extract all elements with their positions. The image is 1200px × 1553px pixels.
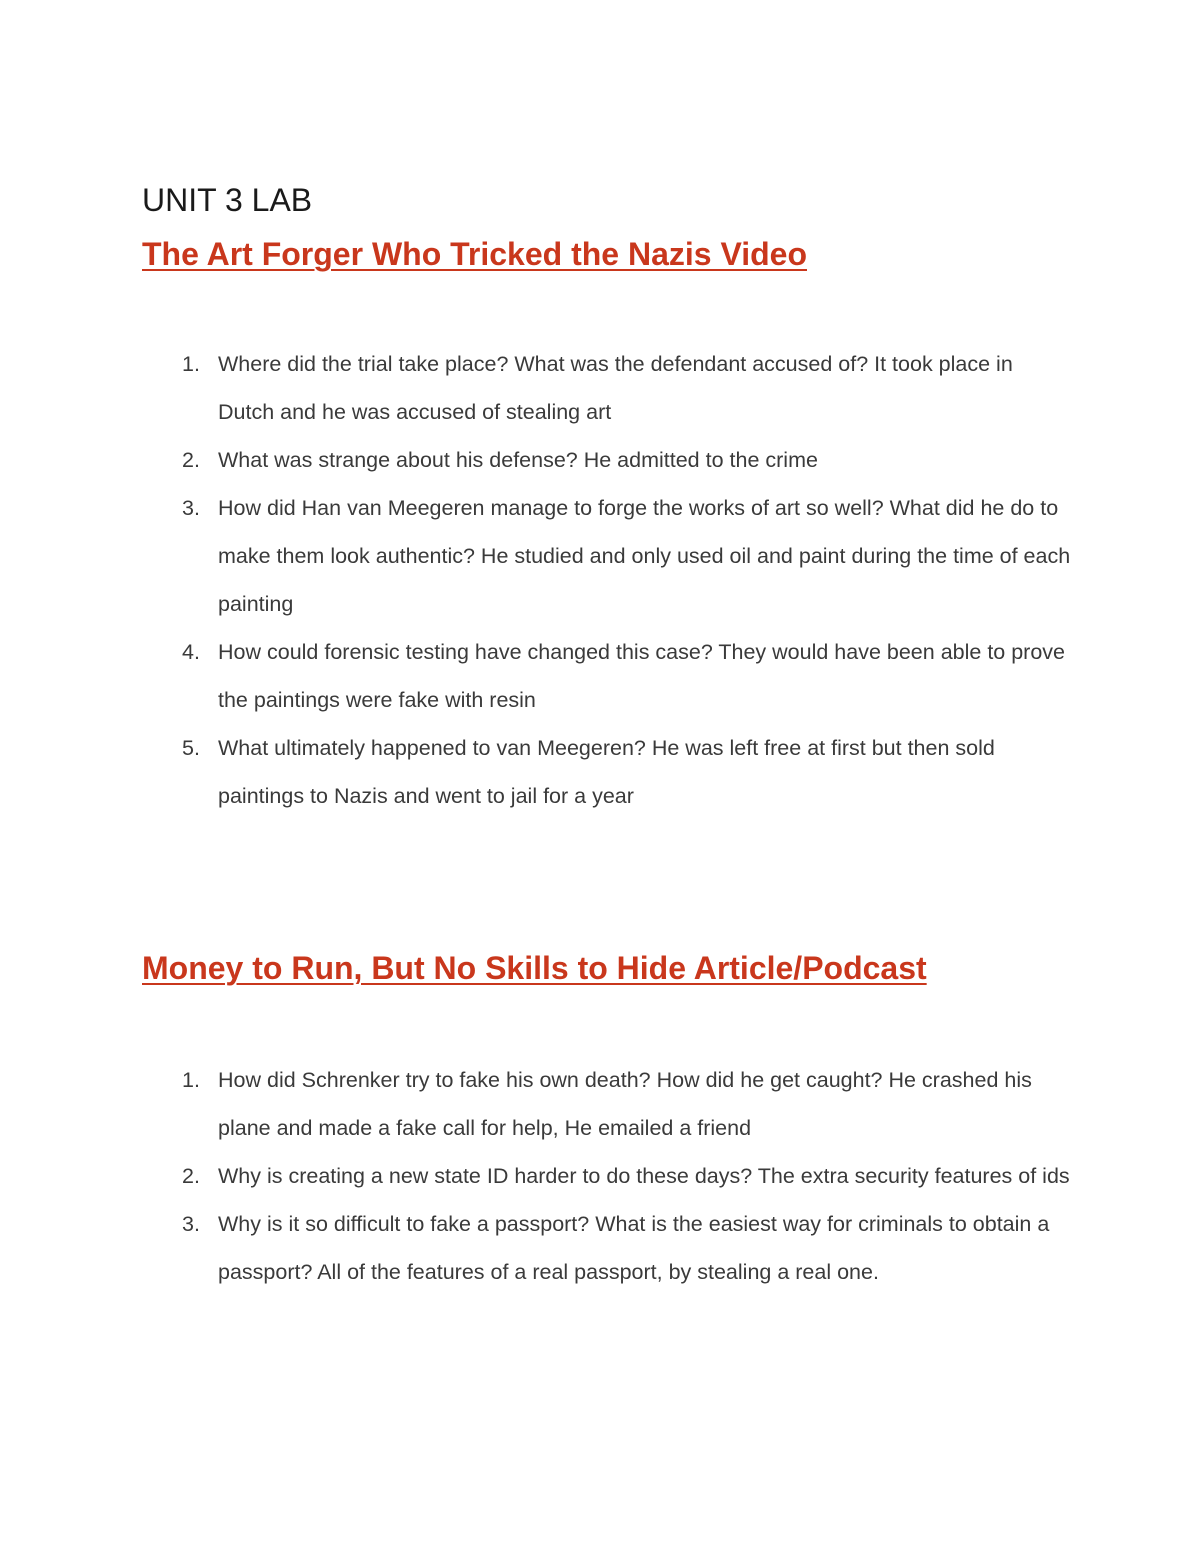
list-item xyxy=(142,628,1072,724)
list-item-text: How could forensic testing have changed this case? They would have been able to prove the paintings were fake with resin xyxy=(218,640,1066,712)
list-item-number: 2. xyxy=(182,1164,200,1188)
list-item-number: 4. xyxy=(182,640,200,664)
question-list-art-forger xyxy=(142,340,1072,820)
list-item-text: Why is creating a new state ID harder to do these days? The extra security features of ids xyxy=(218,1164,1070,1188)
list-item xyxy=(142,484,1072,628)
section-heading-money-to-run: Money to Run, But No Skills to Hide Article/Podcast xyxy=(142,950,927,986)
list-item-number: 5. xyxy=(182,736,200,760)
list-item xyxy=(142,1152,1072,1200)
list-item xyxy=(142,724,1072,820)
list-item-number: 1. xyxy=(182,1068,200,1092)
list-item-text: Why is it so difficult to fake a passport? What is the easiest way for criminals to obtain a passport? All of the features of a real passport, by stealing a real one. xyxy=(218,1212,1050,1284)
list-item-number: 3. xyxy=(182,1212,200,1236)
list-item-text: What was strange about his defense? He admitted to the crime xyxy=(218,448,818,472)
list-item xyxy=(142,1200,1072,1296)
list-item xyxy=(142,340,1072,436)
list-item xyxy=(142,1056,1072,1152)
list-item-text: Where did the trial take place? What was the defendant accused of? It took place in Dutch and he was accused of stealing art xyxy=(218,352,1013,424)
list-item-number: 3. xyxy=(182,496,200,520)
page-title: UNIT 3 LAB xyxy=(142,182,313,218)
list-item-text: How did Han van Meegeren manage to forge the works of art so well? What did he do to make them look authentic? He studied and only used oil and paint during the time of each painting xyxy=(218,496,1071,616)
question-list-money-to-run xyxy=(142,1056,1072,1296)
section-heading-art-forger: The Art Forger Who Tricked the Nazis Video xyxy=(142,236,807,272)
list-item-number: 1. xyxy=(182,352,200,376)
list-item xyxy=(142,436,1072,484)
list-item-text: How did Schrenker try to fake his own death? How did he get caught? He crashed his plane and made a fake call for help, He emailed a friend xyxy=(218,1068,1032,1140)
list-item-text: What ultimately happened to van Meegeren? He was left free at first but then sold paintings to Nazis and went to jail for a year xyxy=(218,736,995,808)
list-item-number: 2. xyxy=(182,448,200,472)
